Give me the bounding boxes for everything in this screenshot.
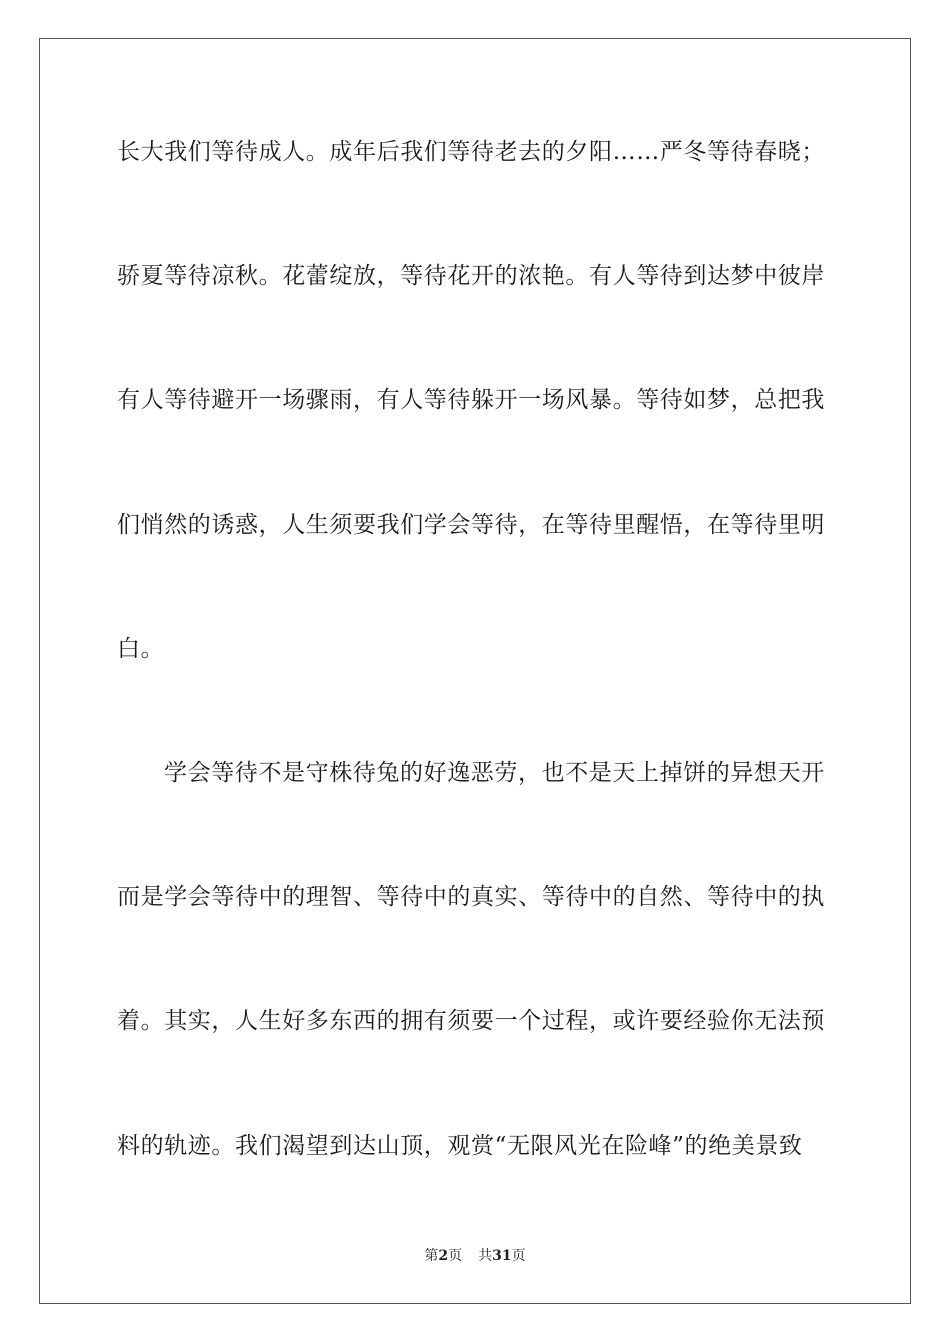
text-line: 料的轨迹。我们渴望到达山顶，观赏“无限风光在险峰”的绝美景致 — [117, 1133, 803, 1159]
total-suffix: 页 — [511, 1248, 526, 1264]
text-line: 们悄然的诱惑，人生须要我们学会等待，在等待里醒悟，在等待里明 — [117, 512, 825, 538]
page-number: 2 — [438, 1248, 449, 1264]
text-line: 白。 — [117, 636, 165, 662]
total-prefix: 共 — [478, 1248, 493, 1264]
text-line: 着。其实，人生好多东西的拥有须要一个过程，或许要经验你无法预 — [117, 1008, 825, 1034]
page-border — [39, 38, 911, 1304]
page-suffix: 页 — [448, 1248, 463, 1264]
text-line: 骄夏等待凉秋。花蕾绽放，等待花开的浓艳。有人等待到达梦中彼岸 — [117, 263, 825, 289]
text-line: 而是学会等待中的理智、等待中的真实、等待中的自然、等待中的执 — [117, 884, 825, 910]
paragraph-first-line: 学会等待不是守株待兔的好逸恶劳，也不是天上掉饼的异想天开 — [164, 760, 825, 786]
page-footer — [0, 1247, 950, 1265]
text-line: 长大我们等待成人。成年后我们等待老去的夕阳……严冬等待春晓； — [117, 139, 825, 165]
text-line: 有人等待避开一场骤雨，有人等待躲开一场风暴。等待如梦，总把我 — [117, 387, 825, 413]
page-prefix: 第 — [424, 1248, 439, 1264]
total-pages: 31 — [492, 1248, 512, 1264]
